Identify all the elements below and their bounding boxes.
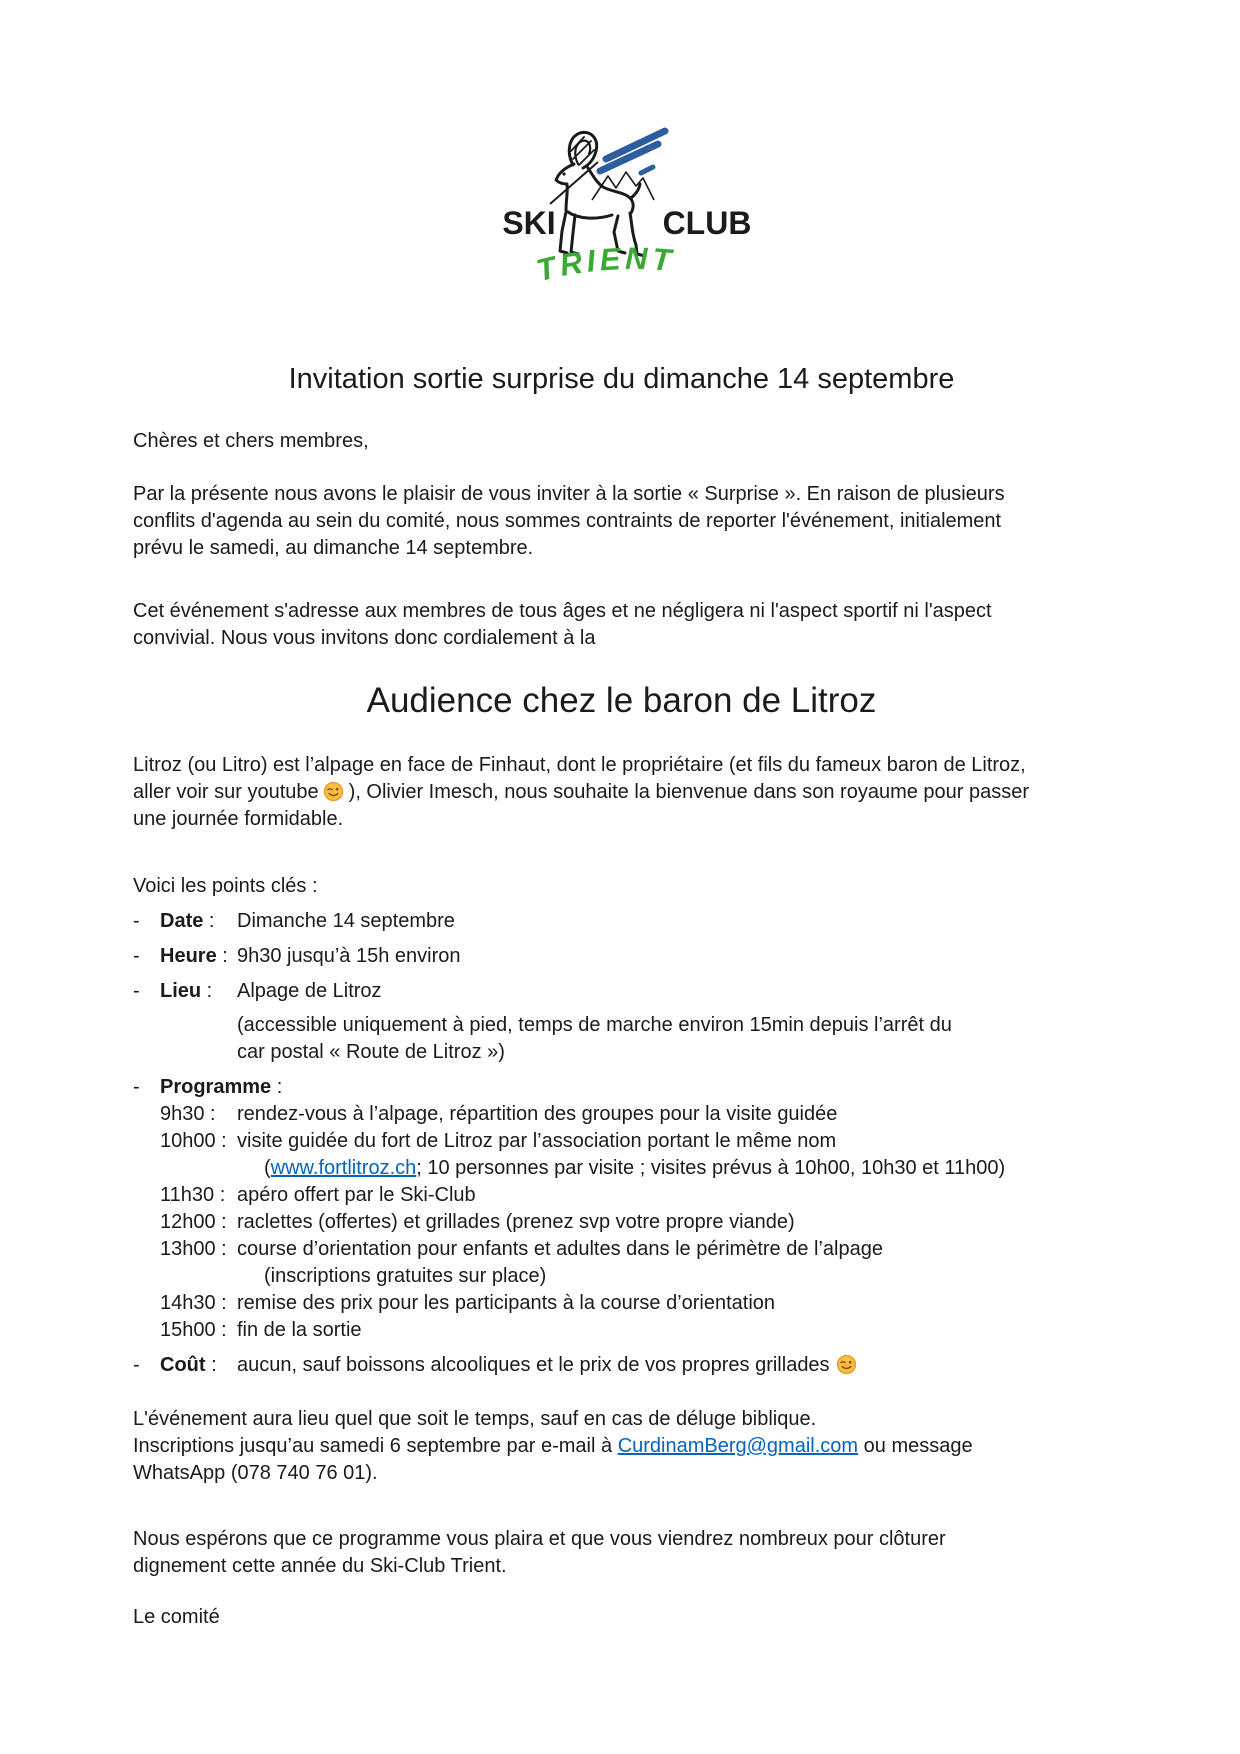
text-line: (accessible uniquement à pied, temps de marche environ 15min depuis l’arrêt du: [237, 1014, 952, 1036]
signature: Le comité: [133, 1606, 220, 1628]
bullet-dash: -: [133, 945, 140, 967]
slope-line-icon: [550, 162, 598, 204]
programme-schedule: [160, 1101, 1110, 1344]
point-value: Alpage de Litroz: [237, 980, 382, 1002]
schedule-desc: apéro offert par le Ski-Club: [237, 1184, 476, 1206]
text-line: [133, 1433, 1110, 1460]
paragraph-hope: [133, 1526, 1110, 1580]
colon: :: [201, 980, 213, 1002]
logo-ski-text: SKI: [501, 205, 556, 241]
text-segment: ; 10 personnes par visite ; visites prévus à 10h00, 10h30 et 11h00): [416, 1157, 1006, 1179]
schedule-desc: rendez-vous à l’alpage, répartition des groupes pour la visite guidée: [237, 1103, 838, 1125]
schedule-desc: remise des prix pour les participants à la course d’orientation: [237, 1292, 776, 1314]
schedule-continuation: (inscriptions gratuites sur place): [264, 1265, 547, 1287]
text-line: convivial. Nous vous invitons donc cordialement à la: [133, 627, 596, 649]
text-segment: ou message: [858, 1435, 973, 1457]
text-line: [133, 779, 1110, 806]
text-line: conflits d'agenda au sein du comité, nous sommes contraints de reporter l'événement, initialement: [133, 510, 1002, 532]
schedule-time: 13h00 :: [160, 1238, 227, 1260]
point-label: Coût: [160, 1354, 206, 1376]
text-segment: ), Olivier Imesch, nous souhaite la bienvenue dans son royaume pour passer: [348, 781, 1030, 803]
bullet-dash: -: [133, 910, 140, 932]
schedule-row: [160, 1317, 1110, 1344]
bullet-dash: -: [133, 1076, 140, 1098]
point-value: aucun, sauf boissons alcooliques et le prix de vos propres grillades: [237, 1354, 830, 1376]
schedule-time: 15h00 :: [160, 1319, 227, 1341]
document-title: Invitation sortie surprise du dimanche 14 septembre: [288, 363, 955, 395]
paragraph-closing: [133, 1406, 1110, 1487]
wink-emoji-icon: [323, 781, 344, 802]
bullet-dash: -: [133, 1354, 140, 1376]
schedule-time: 10h00 :: [160, 1130, 227, 1152]
list-item-date: [133, 908, 1110, 935]
text-segment: aller voir sur youtube: [133, 781, 319, 803]
schedule-desc: course d’orientation pour enfants et adultes dans le périmètre de l’alpage: [237, 1238, 883, 1260]
point-label: Programme: [160, 1076, 272, 1098]
point-value: 9h30 jusqu’à 15h environ: [237, 945, 461, 967]
paragraph-litroz: [133, 752, 1110, 833]
point-value: Dimanche 14 septembre: [237, 910, 455, 932]
logo-trient-text: TRIENT: [532, 240, 677, 289]
text-line: L'événement aura lieu quel que soit le temps, sauf en cas de déluge biblique.: [133, 1408, 817, 1430]
paragraph-event: [133, 598, 1110, 652]
point-label: Heure: [160, 945, 217, 967]
colon: :: [205, 1354, 217, 1376]
schedule-row: [160, 1101, 1110, 1128]
bullet-dash: -: [133, 980, 140, 1002]
salutation: Chères et chers membres,: [133, 430, 369, 452]
paragraph-invitation: [133, 481, 1110, 562]
list-item-programme: [133, 1074, 1110, 1101]
fortlitroz-link[interactable]: www.fortlitroz.ch: [270, 1157, 417, 1179]
schedule-desc: visite guidée du fort de Litroz par l’association portant le même nom: [237, 1130, 837, 1152]
schedule-time: 14h30 :: [160, 1292, 227, 1314]
key-points-list: [133, 908, 1110, 1379]
schedule-row: [160, 1128, 1110, 1155]
list-item-heure: [133, 943, 1110, 970]
schedule-desc: raclettes (offertes) et grillades (prenez svp votre propre viande): [237, 1211, 795, 1233]
schedule-desc: fin de la sortie: [237, 1319, 362, 1341]
email-link[interactable]: CurdinamBerg@gmail.com: [617, 1435, 859, 1457]
logo-club-text: CLUB: [662, 205, 751, 241]
wink-emoji-icon: [836, 1354, 857, 1375]
schedule-row: [160, 1290, 1110, 1317]
schedule-row: [160, 1182, 1110, 1209]
colon: :: [271, 1076, 283, 1098]
text-line: Litroz (ou Litro) est l’alpage en face de Finhaut, dont le propriétaire (et fils du fameux baron de Litroz,: [133, 754, 1026, 776]
text-line: WhatsApp (078 740 76 01).: [133, 1462, 378, 1484]
schedule-time: 12h00 :: [160, 1211, 227, 1233]
text-line: une journée formidable.: [133, 808, 344, 830]
section-heading: Audience chez le baron de Litroz: [366, 681, 877, 720]
point-label: Lieu: [160, 980, 202, 1002]
ski-tracks-icon: [600, 131, 665, 173]
key-points-intro: Voici les points clés :: [133, 875, 318, 897]
schedule-row: [160, 1236, 1110, 1263]
ibex-icon: [556, 132, 645, 256]
schedule-time: 11h30 :: [160, 1184, 226, 1206]
list-item-lieu: [133, 978, 1110, 1066]
text-line: Cet événement s'adresse aux membres de tous âges et ne négligera ni l'aspect sportif ni l'aspect: [133, 600, 992, 622]
text-line: car postal « Route de Litroz »): [237, 1041, 505, 1063]
text-line: dignement cette année du Ski-Club Trient.: [133, 1555, 507, 1577]
list-item-cout: [133, 1352, 1110, 1379]
text-segment: Inscriptions jusqu’au samedi 6 septembre par e-mail à: [133, 1435, 618, 1457]
text-segment: (: [264, 1157, 271, 1179]
point-label: Date: [160, 910, 204, 932]
text-line: Par la présente nous avons le plaisir de vous inviter à la sortie « Surprise ». En raison de plusieurs: [133, 483, 1005, 505]
schedule-time: 9h30 :: [160, 1103, 216, 1125]
text-line: Nous espérons que ce programme vous plaira et que vous viendrez nombreux pour clôturer: [133, 1528, 946, 1550]
schedule-continuation: [264, 1155, 1110, 1182]
colon: :: [203, 910, 215, 932]
colon: :: [216, 945, 228, 967]
ski-club-trient-logo: [472, 112, 772, 290]
schedule-row: [160, 1209, 1110, 1236]
text-line: prévu le samedi, au dimanche 14 septembre.: [133, 537, 534, 559]
